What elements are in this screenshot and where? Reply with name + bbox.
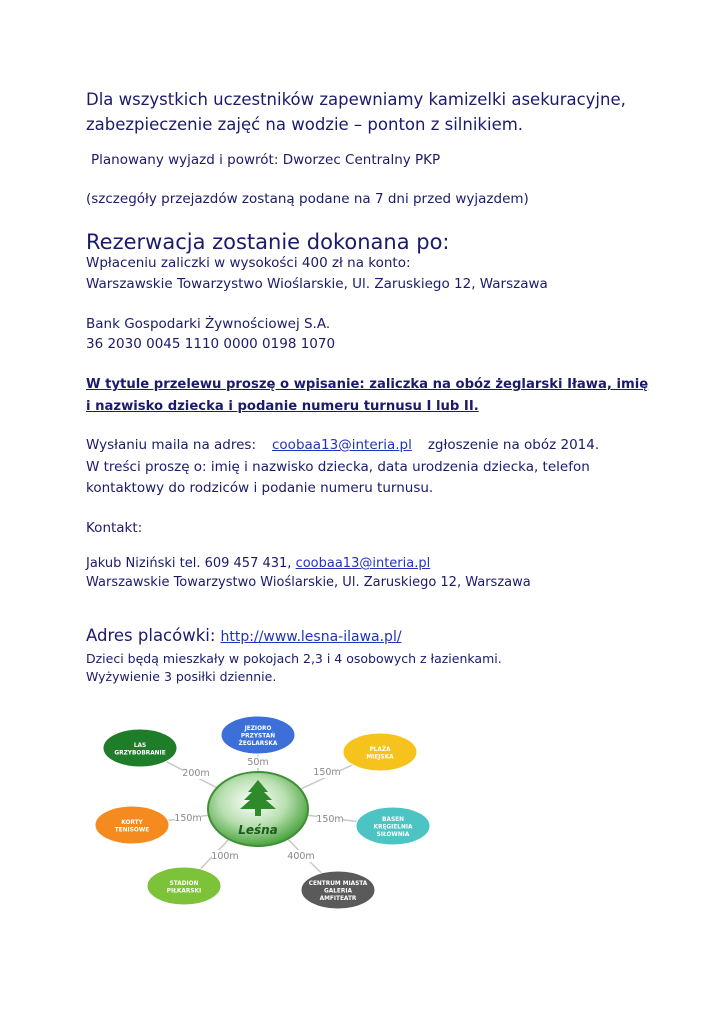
center-label: Leśna [238,823,278,837]
mail-prefix: Wysłaniu maila na adres: [86,437,256,453]
place-node [103,729,177,767]
place-node-label: JEZIORO [244,726,272,732]
intro-line-2: zabezpieczenie zajęć na wodzie – ponton z silnikiem. [86,115,524,134]
place-node-label: KORTY [121,819,143,826]
reservation-heading: Rezerwacja zostanie dokonana po: [86,230,450,254]
reservation-line-1: Wpłaceniu zaliczki w wysokości 400 zł na konto: [86,255,411,271]
distance-label: 150m [316,814,344,825]
distance-label: 100m [211,851,239,862]
facility-line-1: Dzieci będą mieszkały w pokojach 2,3 i 4 osobowych z łazienkami. [86,651,502,666]
bank-account: 36 2030 0045 1110 0000 0198 1070 [86,336,336,352]
distance-label: 150m [174,813,202,824]
place-node [356,807,430,845]
place-node [147,867,221,905]
place-node-label: GRZYBOBRANIE [114,750,166,757]
place-node-label: PRZYSTAŃ [240,733,276,740]
place-node-label: STADION [169,880,199,887]
place-node [95,806,169,844]
mail-line-2: W treści proszę o: imię i nazwisko dziecka, data urodzenia dziecka, telefon [86,459,590,475]
distance-label: 50m [247,757,269,768]
place-node [343,733,417,771]
place-node-label: AMFITEATR [319,896,357,902]
intro-line-1: Dla wszystkich uczestników zapewniamy kamizelki asekuracyjne, [86,90,626,109]
reservation-line-2: Warszawskie Towarzystwo Wioślarskie, Ul. Zaruskiego 12, Warszawa [86,276,548,292]
center-node [208,772,308,846]
place-node-label: LAS [133,742,147,749]
place-node-label: TENISOWE [114,827,150,834]
mail-line-3: kontaktowy do rodziców i podanie numeru turnusu. [86,480,434,496]
trip-note: (szczegóły przejazdów zostaną podane na 7 dni przed wyjazdem) [86,191,529,207]
contact-email-link[interactable]: coobaa13@interia.pl [295,556,431,571]
place-node [301,871,375,909]
place-node-label: KRĘGIELNIA [373,824,413,831]
place-node-label: SIŁOWNIA [376,832,410,838]
facility-label: Adres placówki: [86,626,216,645]
place-node [221,716,295,754]
contact-label: Kontakt: [86,520,143,536]
place-node-label: BASEN [382,817,404,823]
mail-email-link[interactable]: coobaa13@interia.pl [272,437,412,453]
contact-person: Jakub Niziński tel. 609 457 431, [86,556,292,571]
facility-line-2: Wyżywienie 3 posiłki dziennie. [86,669,277,684]
distance-label: 150m [313,767,341,778]
place-node-label: PIŁKARSKI [166,888,202,895]
contact-address: Warszawskie Towarzystwo Wioślarskie, Ul. Zaruskiego 12, Warszawa [86,575,531,590]
place-node-label: ŻEGLARSKA [238,741,278,747]
place-node-label: MIEJSKA [366,754,394,761]
distance-label: 400m [287,851,315,862]
place-node-label: GALERIA [323,888,353,895]
mail-suffix: zgłoszenie na obóz 2014. [427,437,600,453]
transfer-line-1: W tytule przelewu proszę o wpisanie: zaliczka na obóz żeglarski Iława, imię [86,377,649,392]
facility-url-link[interactable]: http://www.lesna-ilawa.pl/ [220,629,402,645]
transfer-line-2: i nazwisko dziecka i podanie numeru turnusu I lub II. [86,399,479,414]
place-node-label: PLAŻA [369,746,391,753]
trip-line: Planowany wyjazd i powrót: Dworzec Centralny PKP [91,152,441,168]
distance-label: 200m [182,768,210,779]
bank-name: Bank Gospodarki Żywnościowej S.A. [86,316,331,332]
place-node-label: CENTRUM MIASTA [308,881,368,887]
